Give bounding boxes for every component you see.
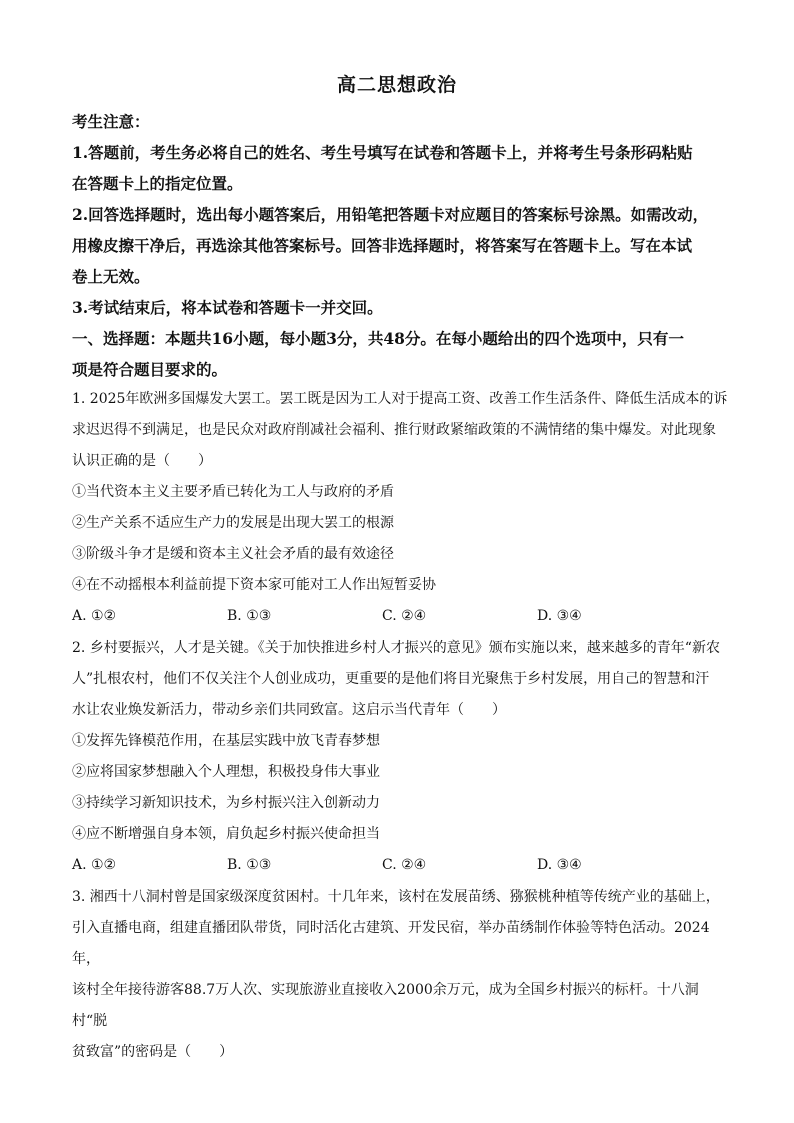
question-3-line-2: 引入直播电商，组建直播团队带货，同时活化古建筑、开发民宿，举办苗绣制作体验等特色活动。2024年， bbox=[72, 920, 710, 967]
question-2-statement-2: ②应将国家梦想融入个人理想，积极投身伟大事业 bbox=[72, 764, 380, 780]
question-2-statement-1: ①发挥先锋模范作用，在基层实践中放飞青春梦想 bbox=[72, 733, 380, 749]
question-3-line-4: 贫致富”的密码是（ ） bbox=[72, 1044, 234, 1060]
question-1-statement-4: ④在不动摇根本利益前提下资本家可能对工人作出短暂妥协 bbox=[72, 577, 436, 593]
question-1-statement-2: ②生产关系不适应生产力的发展是出现大罢工的根源 bbox=[72, 515, 394, 531]
question-2-statement-3: ③持续学习新知识技术，为乡村振兴注入创新动力 bbox=[72, 795, 380, 811]
option-d: D. ③④ bbox=[537, 608, 582, 624]
question-3 bbox=[72, 882, 732, 1068]
option-c: C. ②④ bbox=[382, 857, 427, 873]
question-1-line-1: 1. 2025年欧洲多国爆发大罢工。罢工既是因为工人对于提高工资、改善工作生活条件、降低生活成本的诉 bbox=[72, 391, 728, 407]
question-2 bbox=[72, 633, 732, 881]
notice-item-1-line-2: 在答题卡上的指定位置。 bbox=[72, 174, 243, 193]
option-a: A. ①② bbox=[72, 608, 117, 624]
question-1-statement-1: ①当代资本主义主要矛盾已转化为工人与政府的矛盾 bbox=[72, 484, 394, 500]
option-c: C. ②④ bbox=[382, 608, 427, 624]
section-heading-line-1: 一、选择题：本题共16小题，每小题3分，共48分。在每小题给出的四个选项中，只有一 bbox=[72, 329, 684, 348]
question-2-statement-4: ④应不断增强自身本领，肩负起乡村振兴使命担当 bbox=[72, 826, 380, 842]
question-1-line-2: 求迟迟得不到满足，也是民众对政府削减社会福利、推行财政紧缩政策的不满情绪的集中爆发。对此现象 bbox=[72, 422, 716, 438]
question-2-line-3: 水让农业焕发新活力，带动乡亲们共同致富。这启示当代青年（ ） bbox=[72, 702, 506, 718]
section-heading-line-2: 项是符合题目要求的。 bbox=[72, 360, 228, 379]
notice-item-2-line-2: 用橡皮擦干净后，再选涂其他答案标号。回答非选择题时，将答案写在答题卡上。写在本试 bbox=[72, 236, 693, 255]
notice-item-2-line-3: 卷上无效。 bbox=[72, 267, 150, 286]
notice-heading: 考生注意： bbox=[72, 112, 150, 131]
question-1-options bbox=[72, 601, 692, 632]
notice-item-1-line-1: 1.答题前，考生务必将自己的姓名、考生号填写在试卷和答题卡上，并将考生号条形码粘贴 bbox=[72, 143, 693, 162]
option-a: A. ①② bbox=[72, 857, 117, 873]
question-1 bbox=[72, 384, 732, 632]
question-2-options bbox=[72, 850, 692, 881]
question-2-line-2: 人”扎根农村，他们不仅关注个人创业成功，更重要的是他们将目光聚焦于乡村发展，用自己的智慧和汗 bbox=[72, 671, 710, 687]
option-d: D. ③④ bbox=[537, 857, 582, 873]
question-1-statement-3: ③阶级斗争才是缓和资本主义社会矛盾的最有效途径 bbox=[72, 546, 394, 562]
question-3-line-1: 3. 湘西十八洞村曾是国家级深度贫困村。十几年来，该村在发展苗绣、猕猴桃种植等传统产业的基础上， bbox=[72, 889, 720, 905]
option-b: B. ①③ bbox=[227, 857, 272, 873]
question-3-line-3: 该村全年接待游客88.7万人次、实现旅游业直接收入2000余万元，成为全国乡村振兴的标杆。十八洞村“脱 bbox=[72, 982, 699, 1029]
question-2-line-1: 2. 乡村要振兴，人才是关键。《关于加快推进乡村人才振兴的意见》颁布实施以来，越来越多的青年“新农 bbox=[72, 640, 720, 656]
page-title: 高二思想政治 bbox=[336, 74, 457, 96]
option-b: B. ①③ bbox=[227, 608, 272, 624]
notice-item-3: 3.考试结束后，将本试卷和答题卡一并交回。 bbox=[72, 298, 383, 317]
question-1-line-3: 认识正确的是（ ） bbox=[72, 453, 212, 469]
candidate-notice bbox=[72, 106, 732, 385]
notice-item-2-line-1: 2.回答选择题时，选出每小题答案后，用铅笔把答题卡对应题目的答案标号涂黑。如需改动， bbox=[72, 205, 709, 224]
